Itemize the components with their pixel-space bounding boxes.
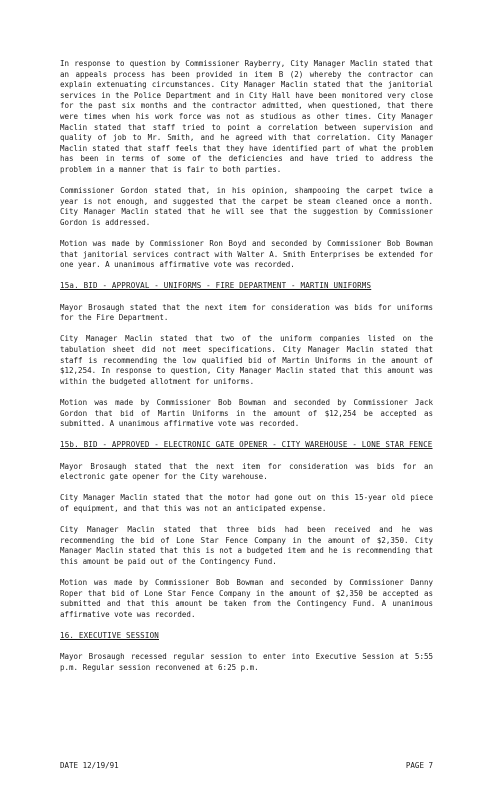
- section-heading-gate-opener: [60, 440, 433, 451]
- minutes-body: [60, 59, 433, 684]
- paragraph-uniforms-recommendation: City Manager Maclin stated that two of the uniform companies listed on the tabulation sheet did not meet specifications. City Manager Maclin stated that staff is recommending the low qualified bid of Martin Uniforms in the amount of $12,254. In response to question, City Manager Maclin stated that this amount was within the budgeted allotment for uniforms.: [60, 334, 433, 386]
- paragraph-gate-bids: City Manager Maclin stated that three bids had been received and he was recommending the bid of Lone Star Fence Company in the amount of $2,350. City Manager Maclin stated that this is not a budgeted item and he is recommending that this amount be paid out of the Contingency Fund.: [60, 525, 433, 566]
- paragraph-janitorial-appeals: In response to question by Commissioner Rayberry, City Manager Maclin stated that an appeals process has been provided in item B (2) whereby the contractor can explain extenuating circumstances. City Manager Maclin stated that the janitorial services in the Police Department and in City Hall have been monitored very close for the past six months and the contractor admitted, when questioned, that there were times when his work force was not as studious as other times. City Manager Maclin stated that staff tried to point a correlation between supervision and quality of job to Mr. Smith, and he agreed with that correlation. City Manager Maclin stated that staff feels that they have identified part of what the problem has been in terms of some of the deficiencies and have tried to address the problem in a manner that is fair to both parties.: [60, 59, 433, 174]
- footer-date: DATE 12/19/91: [60, 761, 119, 770]
- page-footer: [60, 761, 433, 771]
- footer-page-number: PAGE 7: [405, 761, 433, 770]
- section-title-gate-opener: 15b. BID - APPROVED - ELECTRONIC GATE OPENER - CITY WAREHOUSE - LONE STAR FENCE: [60, 440, 433, 450]
- paragraph-executive-session: Mayor Brosaugh recessed regular session to enter into Executive Session at 5:55 p.m. Regular session reconvened at 6:25 p.m.: [60, 652, 433, 672]
- paragraph-gate-intro: Mayor Brosaugh stated that the next item for consideration was bids for an electronic gate opener for the City warehouse.: [60, 461, 433, 482]
- paragraph-gate-motor: City Manager Maclin stated that the motor had gone out on this 15-year old piece of equipment, and that this was not an anticipated expense.: [60, 493, 433, 513]
- section-title-uniforms: 15a. BID - APPROVAL - UNIFORMS - FIRE DEPARTMENT - MARTIN UNIFORMS: [60, 281, 372, 291]
- section-heading-uniforms: [60, 281, 433, 292]
- paragraph-carpet-cleaning: Commissioner Gordon stated that, in his opinion, shampooing the carpet twice a year is not enough, and suggested that the carpet be steam cleaned once a month. City Manager Maclin stated that he will see that the suggestion by Commissioner Gordon is addressed.: [60, 186, 433, 227]
- section-title-executive-session: 16. EXECUTIVE SESSION: [60, 631, 160, 641]
- paragraph-uniforms-motion: Motion was made by Commissioner Bob Bowman and seconded by Commissioner Jack Gordon that bid of Martin Uniforms in the amount of $12,254 be accepted as submitted. A unanimous affirmative vote was recorded.: [60, 398, 433, 429]
- paragraph-janitorial-motion: Motion was made by Commissioner Ron Boyd and seconded by Commissioner Bob Bowman that janitorial services contract with Walter A. Smith Enterprises be extended for one year. A unanimous affirmative vote was recorded.: [60, 239, 433, 270]
- paragraph-uniforms-intro: Mayor Brosaugh stated that the next item for consideration was bids for uniforms for the Fire Department.: [60, 302, 433, 323]
- paragraph-gate-motion: Motion was made by Commissioner Bob Bowman and seconded by Commissioner Danny Roper that bid of Lone Star Fence Company in the amount of $2,350 be accepted as submitted and that this amount be taken from the Contingency Fund. A unanimous affirmative vote was recorded.: [60, 578, 433, 619]
- section-heading-executive-session: [60, 631, 433, 642]
